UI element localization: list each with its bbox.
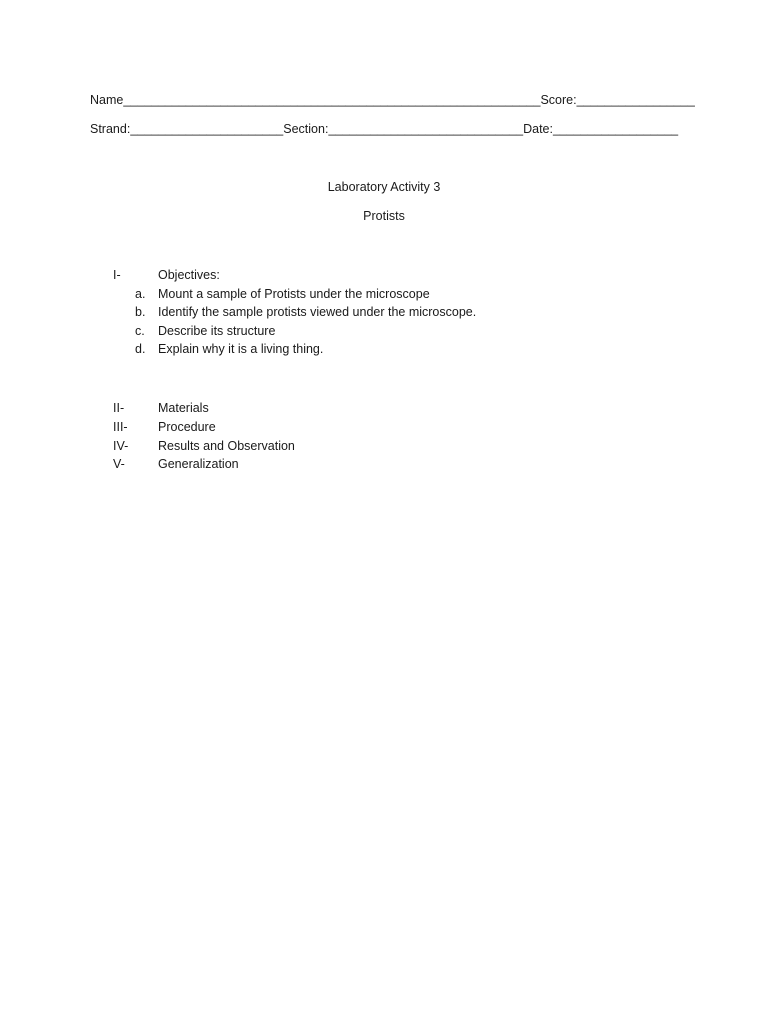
strand-field[interactable]: ______________________ [130,122,284,136]
section-heading-materials: Materials [158,401,209,415]
objective-letter-b: b. [135,305,146,319]
date-field[interactable]: __________________ [552,122,679,136]
section-numeral-2: II- [113,401,125,415]
objective-letter-d: d. [135,342,146,356]
objective-item-a: Mount a sample of Protists under the microscope [158,287,430,301]
objective-item-b: Identify the sample protists viewed under the microscope. [158,305,477,319]
strand-section-date-row [90,122,678,136]
objective-letter-a: a. [135,287,146,301]
section-numeral-4: IV- [113,439,129,453]
section-heading-procedure: Procedure [158,420,216,434]
name-label: Name [90,93,124,107]
objective-letter-c: c. [135,324,145,338]
objective-item-d: Explain why it is a living thing. [158,342,324,356]
strand-label: Strand: [90,122,131,136]
activity-title: Laboratory Activity 3 [327,180,441,194]
section-label: Section: [283,122,329,136]
activity-subtitle: Protists [363,209,405,223]
score-field[interactable]: _________________ [576,93,695,107]
section-numeral-1: I- [113,268,121,282]
name-score-row [90,93,695,107]
section-heading-objectives: Objectives: [158,268,220,282]
section-numeral-3: III- [113,420,128,434]
section-heading-generalization: Generalization [158,457,239,471]
section-field[interactable]: ____________________________ [328,122,524,136]
name-field[interactable]: ____________________________________________________________ [123,93,541,107]
objective-item-c: Describe its structure [158,324,276,338]
score-label: Score: [540,93,577,107]
date-label: Date: [523,122,553,136]
section-numeral-5: V- [113,457,125,471]
section-heading-results: Results and Observation [158,439,295,453]
